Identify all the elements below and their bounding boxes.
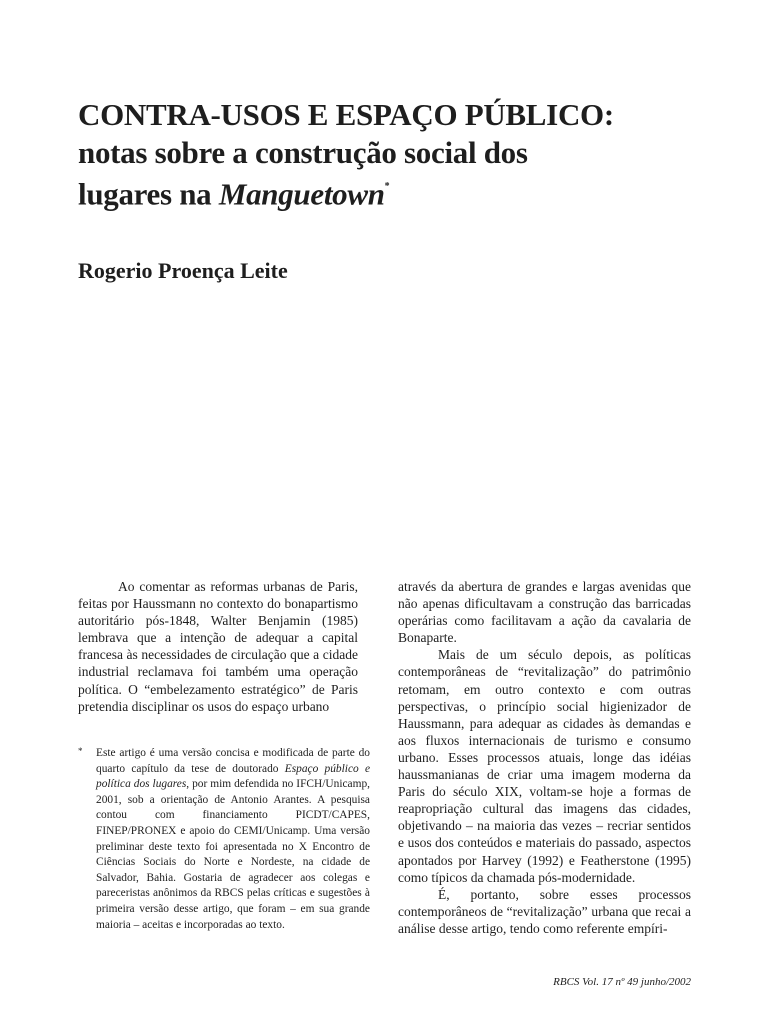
title-line-3 — [78, 172, 698, 213]
body-column-right — [398, 578, 691, 937]
body-paragraph: através da abertura de grandes e largas avenidas que não apenas dificultavam a construção das barricadas operárias como facilitavam a ação da cavalaria de Bonaparte. — [398, 579, 691, 646]
footnote-text-part-1: Este artigo é uma versão concisa e modificada de parte do quarto capítulo da tese de doutorado — [96, 747, 370, 775]
body-column-left — [78, 578, 358, 715]
footnote-text — [96, 746, 370, 933]
body-paragraph: Mais de um século depois, as políticas contemporâneas de “revitalização” do patrimônio retomam, em outro contexto e com outras perspectivas, o princípio social higienizador de Haussmann, para adequar as cidades às demandas e aos fluxos internacionais de turismo e consumo urbano. Esses processos atuais, longe das idéias haussmanianas de criar uma imagem moderna da Paris do século XIX, voltam-se hoje a formas de reapropriação cultural das imagens das cidades, objetivando – na maioria das vezes – recriar sentidos e usos dos conteúdos e materiais do passado, aspectos apontados por Harvey (1992) e Featherstone (1995) como típicos da chamada pós-modernidade. — [398, 647, 691, 885]
title-line-2: notas sobre a construção social dos — [78, 135, 528, 170]
body-paragraph: Ao comentar as reformas urbanas de Paris, feitas por Haussmann no contexto do bonapartismo autoritário pós-1848, Walter Benjamin (1985) lembrava que a intenção de adequar a capital francesa às necessidades de circulação que a cidade industrial reclamava foi também uma operação política. O “embelezamento estratégico” de Paris pretendia disciplinar os usos do espaço urbano — [78, 579, 358, 714]
title-line-1: CONTRA-USOS E ESPAÇO PÚBLICO: — [78, 97, 614, 132]
footnote-marker: * — [78, 746, 83, 756]
article-title — [78, 96, 698, 213]
footnote — [78, 746, 370, 933]
author-name: Rogerio Proença Leite — [78, 258, 288, 283]
title-italic-word: Manguetown — [218, 176, 385, 212]
running-footer: RBCS Vol. 17 nº 49 junho/2002 — [553, 976, 691, 988]
title-line-3-prefix: lugares na — [78, 176, 219, 212]
footnote-thesis-title: Espaço público e política dos lugares — [96, 762, 371, 791]
title-footnote-marker: * — [384, 181, 390, 192]
footnote-text-part-2: , por mim defendida no IFCH/Unicamp, 2001, sob a orientação de Antonio Arantes. A pesquisa contou com financiamento PICDT/CAPES, FINEP/PRONEX e apoio do CEMI/Unicamp. Uma versão preliminar deste texto foi apresentada no X Encontro de Ciências Sociais do Norte e Nordeste, na cidade de Salvador, Bahia. Gostaria de agradecer aos colegas e pareceristas anônimos da RBCS pelas críticas e sugestões à primeira versão desse artigo, que foram – em sua grande maioria – aceitas e incorporadas ao texto. — [96, 778, 371, 931]
body-paragraph: É, portanto, sobre esses processos contemporâneos de “revitalização” urbana que recai a análise desse artigo, tendo como referente empíri- — [398, 886, 691, 936]
